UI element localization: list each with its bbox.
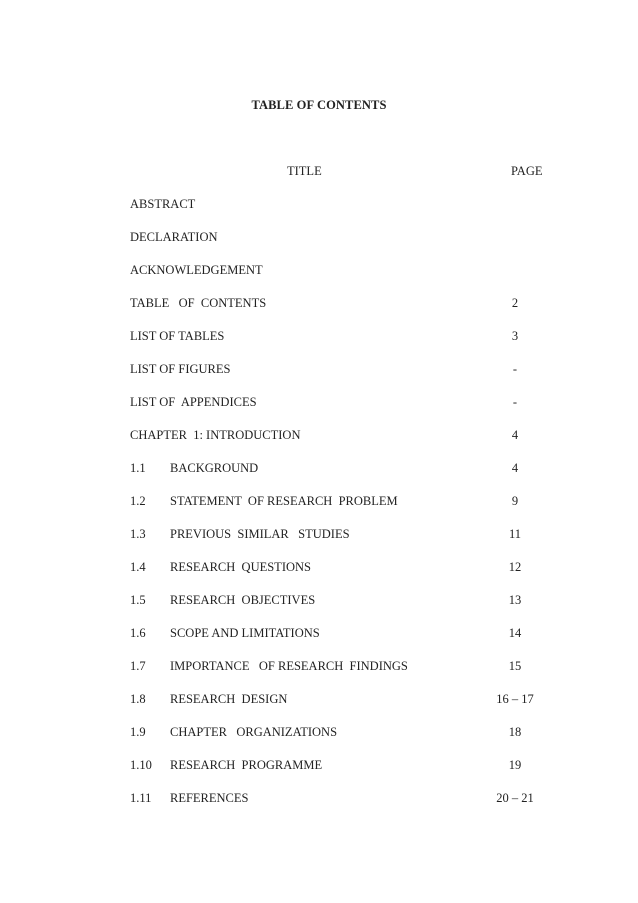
toc-section-1-7[interactable] xyxy=(0,657,638,675)
toc-entry-label: LIST OF FIGURES xyxy=(130,362,231,376)
toc-entry-label: LIST OF APPENDICES xyxy=(130,395,257,409)
section-page: 11 xyxy=(508,527,522,541)
toc-entry-acknowledgement[interactable] xyxy=(0,261,638,279)
section-number: 1.7 xyxy=(130,659,146,673)
section-number: 1.5 xyxy=(130,593,146,607)
section-page: 9 xyxy=(511,494,519,508)
section-page: 18 xyxy=(508,725,522,739)
column-header-page: PAGE xyxy=(511,164,543,178)
section-number: 1.9 xyxy=(130,725,146,739)
section-page: 4 xyxy=(511,461,519,475)
section-label: SCOPE AND LIMITATIONS xyxy=(170,626,320,640)
toc-entry-table-of-contents[interactable] xyxy=(0,294,638,312)
toc-section-1-5[interactable] xyxy=(0,591,638,609)
toc-section-1-9[interactable] xyxy=(0,723,638,741)
toc-entry-page: - xyxy=(512,362,518,376)
section-page: 19 xyxy=(508,758,522,772)
section-page: 16 – 17 xyxy=(496,692,534,706)
toc-entry-label: ABSTRACT xyxy=(130,197,196,211)
section-label: CHAPTER ORGANIZATIONS xyxy=(170,725,338,739)
section-number: 1.1 xyxy=(130,461,146,475)
section-label: RESEARCH DESIGN xyxy=(170,692,288,706)
page-title: TABLE OF CONTENTS xyxy=(251,98,387,112)
section-page: 12 xyxy=(508,560,522,574)
section-number: 1.10 xyxy=(130,758,152,772)
toc-entry-chapter-1[interactable] xyxy=(0,426,638,444)
toc-entry-label: TABLE OF CONTENTS xyxy=(130,296,267,310)
toc-entry-label: LIST OF TABLES xyxy=(130,329,225,343)
toc-entry-page: 2 xyxy=(511,296,519,310)
section-label: STATEMENT OF RESEARCH PROBLEM xyxy=(170,494,398,508)
section-label: IMPORTANCE OF RESEARCH FINDINGS xyxy=(170,659,408,673)
toc-section-1-10[interactable] xyxy=(0,756,638,774)
toc-entry-label: DECLARATION xyxy=(130,230,218,244)
section-number: 1.4 xyxy=(130,560,146,574)
toc-section-1-11[interactable] xyxy=(0,789,638,807)
toc-section-1-2[interactable] xyxy=(0,492,638,510)
section-number: 1.3 xyxy=(130,527,146,541)
section-label: BACKGROUND xyxy=(170,461,259,475)
section-label: RESEARCH OBJECTIVES xyxy=(170,593,316,607)
toc-entry-label: ACKNOWLEDGEMENT xyxy=(130,263,263,277)
toc-entry-label: CHAPTER 1: INTRODUCTION xyxy=(130,428,301,442)
column-header-title: TITLE xyxy=(287,164,322,178)
toc-entry-declaration[interactable] xyxy=(0,228,638,246)
section-page: 14 xyxy=(508,626,522,640)
toc-entry-page: 4 xyxy=(511,428,519,442)
section-number: 1.11 xyxy=(130,791,152,805)
toc-section-1-4[interactable] xyxy=(0,558,638,576)
toc-entry-list-of-figures[interactable] xyxy=(0,360,638,378)
section-page: 15 xyxy=(508,659,522,673)
section-label: PREVIOUS SIMILAR STUDIES xyxy=(170,527,350,541)
toc-entry-list-of-appendices[interactable] xyxy=(0,393,638,411)
section-page: 13 xyxy=(508,593,522,607)
toc-section-1-8[interactable] xyxy=(0,690,638,708)
section-number: 1.2 xyxy=(130,494,146,508)
toc-entry-list-of-tables[interactable] xyxy=(0,327,638,345)
toc-entry-page: - xyxy=(512,395,518,409)
toc-entry-abstract[interactable] xyxy=(0,195,638,213)
toc-section-1-1[interactable] xyxy=(0,459,638,477)
section-page: 20 – 21 xyxy=(496,791,534,805)
section-label: RESEARCH PROGRAMME xyxy=(170,758,323,772)
section-number: 1.6 xyxy=(130,626,146,640)
section-label: RESEARCH QUESTIONS xyxy=(170,560,311,574)
toc-entry-page: 3 xyxy=(511,329,519,343)
section-number: 1.8 xyxy=(130,692,146,706)
toc-section-1-6[interactable] xyxy=(0,624,638,642)
toc-section-1-3[interactable] xyxy=(0,525,638,543)
section-label: REFERENCES xyxy=(170,791,249,805)
